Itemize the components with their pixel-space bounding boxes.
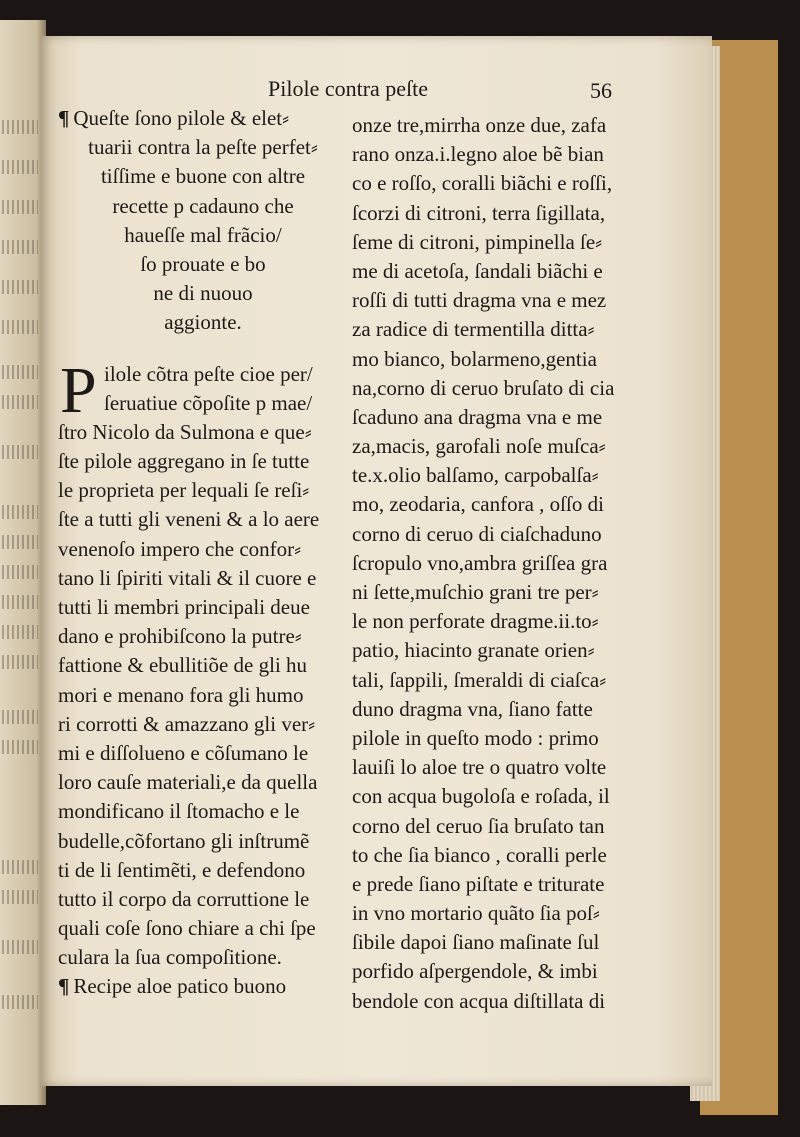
text-line: loro cauſe materiali,e da quella [58,770,318,795]
drop-capital: P [60,353,97,427]
text-line: ilole cõtra peſte cioe per/ [104,361,313,386]
heading-line: ¶ Queſte ſono pilole & elet⸗ [58,106,290,130]
text-line: budelle,cõfortano gli inſtrumẽ [58,828,310,853]
text-line: corno del ceruo ſia bruſato tan [352,813,605,838]
text-line: patio, hiacinto granate orien⸗ [352,638,595,663]
text-line: le non perforate dragme.ii.to⸗ [352,609,599,634]
text-line: ti de li ſentimẽti, e defendono [58,857,306,882]
heading-line: ne di nuouo [153,281,253,306]
heading-line: tuarii contra la peſte perfet⸗ [88,135,318,160]
text-line: quali coſe ſono chiare a chi ſpe [58,916,316,941]
text-line: lauiſi lo aloe tre o quatro volte [352,755,607,780]
text-line: mori e menano fora gli humo [58,682,304,707]
text-line: in vno mortario quãto ſia poſ⸗ [352,901,600,926]
left-column [58,104,348,1002]
text-line: mo, zeodaria, canfora , oſſo di [352,492,604,517]
text-line: mo bianco, bolarmeno,gentia [352,346,597,371]
pilcrow-icon: ¶ [58,106,70,130]
text-line: me di acetoſa, ſandali biãchi e [352,258,603,283]
text-line: ſcorzi di citroni, terra ſigillata, [352,200,606,225]
text-line: tutti li membri principali deue [58,595,310,619]
text-line: ſeme di citroni, pimpinella ſe⸗ [352,229,603,254]
text-line: za,macis, garofali noſe muſca⸗ [352,434,606,459]
text-line: fattione & ebullitiõe de gli hu [58,653,308,678]
text-line: venenoſo impero che confor⸗ [58,536,302,561]
text-line: ¶ Recipe aloe patico buono [58,974,287,999]
text-line: tutto il corpo da corruttione le [58,886,310,911]
text-line: corno di ceruo di ciaſchaduno [352,521,602,546]
text-line: co e roſſo, coralli biãchi e roſſi, [352,171,613,196]
text-line: bendole con acqua diſtillata di [352,988,606,1013]
text-line: tali, ſappili, ſmeraldi di ciaſca⸗ [352,667,607,692]
text-line: e prede ſiano piſtate e triturate [352,871,605,896]
text-line: ſcaduno ana dragma vna e me [352,404,603,429]
text-line: te.x.olio balſamo, carpobalſa⸗ [352,463,599,488]
text-line: con acqua bugoloſa e roſada, il [352,784,610,809]
text-line: ni ſette,muſchio grani tre per⸗ [352,580,599,604]
text-line: ſeruatiue cõpoſite p mae/ [104,390,313,415]
heading-line: haueſſe mal frãcio/ [124,222,282,247]
text-line: za radice di termentilla ditta⸗ [352,317,595,342]
text-line: to che ſia bianco , coralli perle [352,842,607,867]
heading-line: recette p cadauno che [112,193,294,218]
text-line: ri corrotti & amazzano gli ver⸗ [58,711,316,736]
heading-line: aggionte. [164,310,242,335]
text-line: rano onza.i.legno aloe bẽ bian [352,142,604,167]
text-line: mondificano il ſtomacho e le [58,799,300,824]
text-line: ſtro Nicolo da Sulmona e que⸗ [58,419,312,444]
text-line: le proprieta per lequali ſe reſi⸗ [58,478,310,503]
text-line: porfido aſpergendole, & imbi [352,959,598,984]
text-line: dano e prohibiſcono la putre⸗ [58,624,302,649]
text-line: roſſi di tutti dragma vna e mez [352,288,607,313]
heading-line: ſo prouate e bo [140,251,266,276]
text-line: ſcropulo vno,ambra griſſea gra [352,550,608,575]
text-line: onze tre,mirrha onze due, zafa [352,113,607,137]
heading-line: tiſſime e buone con altre [100,164,306,189]
text-line: tano li ſpiriti vitali & il cuore e [58,565,317,590]
text-line: mi e diſſolueno e cõſumano le [58,740,309,765]
text-line: ſibile dapoi ſiano maſinate ſul [352,930,600,955]
text-line: pilole in queſto modo : primo [352,725,599,750]
text-line: culara la ſua compoſitione. [58,945,282,970]
right-column [352,111,652,1016]
text-line: duno dragma vna, ſiano fatte [352,696,593,721]
page-number: 56 [590,78,612,103]
text-line: na,corno di ceruo bruſato di cia [352,375,615,400]
text-line: ſte pilole aggregano in ſe tutte [58,449,310,474]
running-header: Pilole contra peſte [268,76,429,101]
text-line: ſte a tutti gli veneni & a lo aere [58,507,320,532]
pilcrow-icon: ¶ [58,974,70,999]
